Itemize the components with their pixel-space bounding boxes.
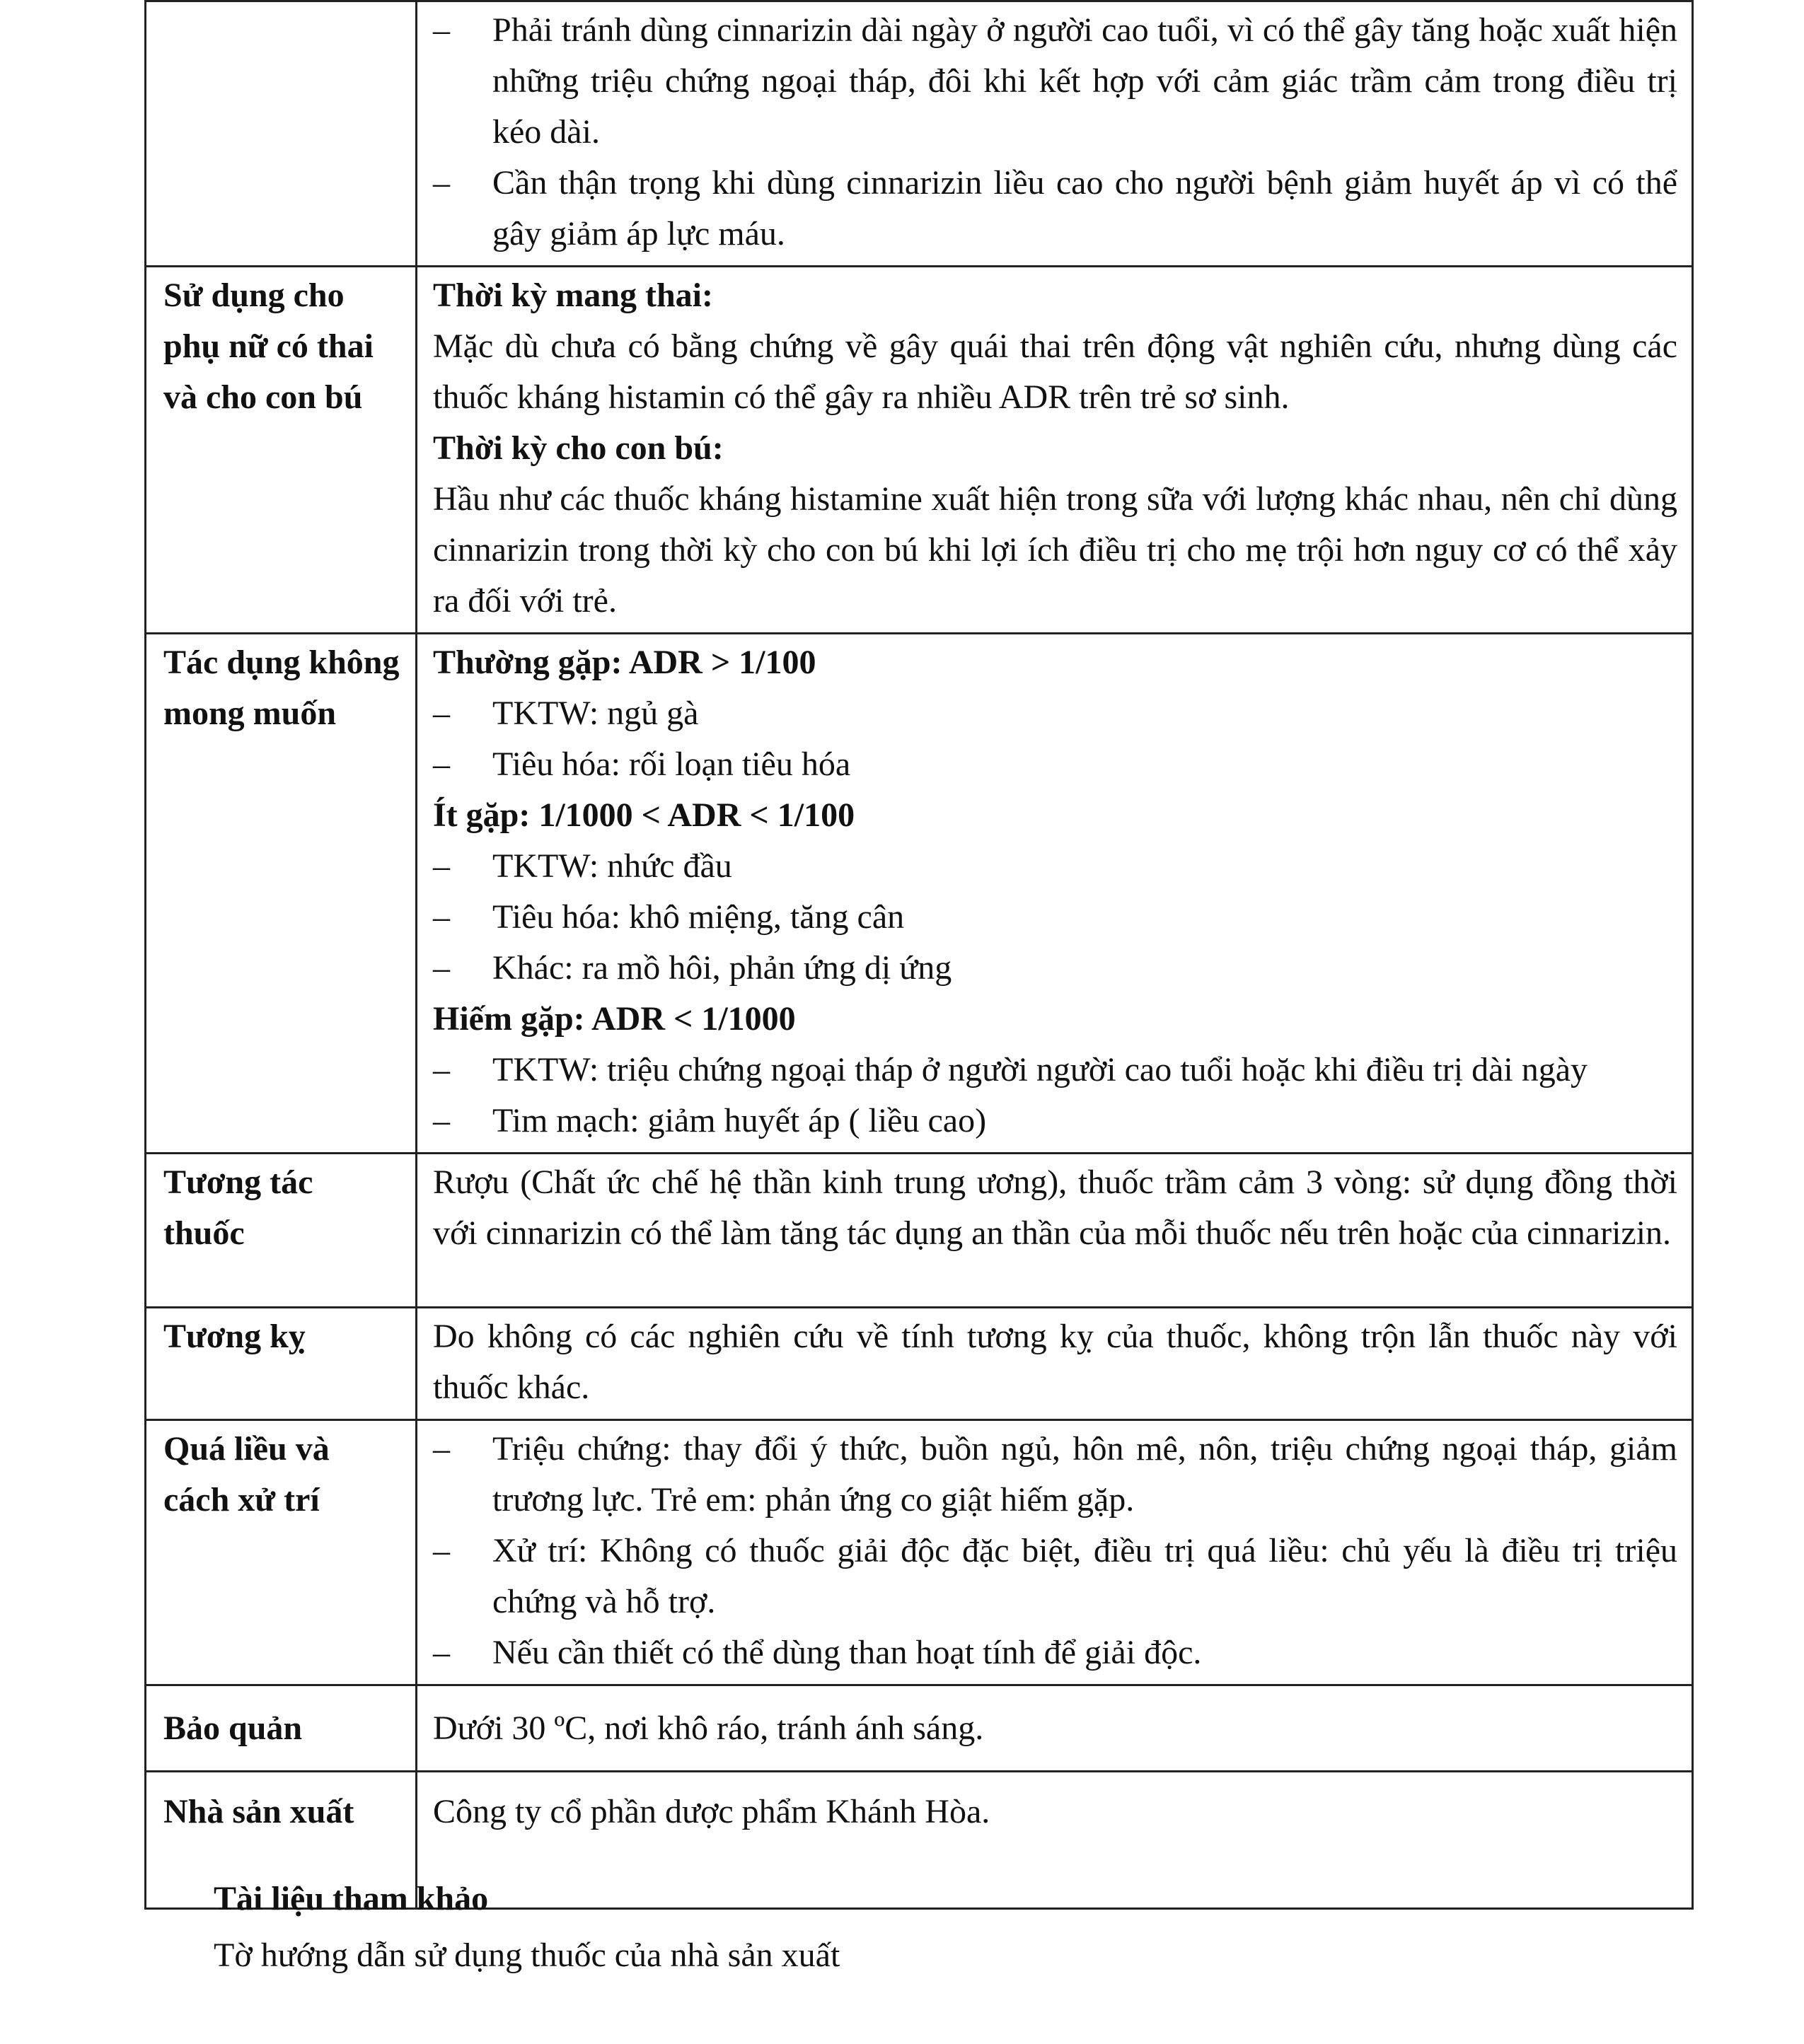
row-content-overdose <box>417 1420 1693 1685</box>
pregnancy-heading: Thời kỳ mang thai: <box>433 277 713 314</box>
rare-heading: Hiếm gặp: ADR < 1/1000 <box>433 1000 796 1038</box>
list-item: – Nếu cần thiết có thể dùng than hoạt tính để giải độc. <box>433 1627 1677 1678</box>
dash-bullet: – <box>433 1102 450 1139</box>
precautions-list <box>433 5 1677 260</box>
list-item: – Tiêu hóa: khô miệng, tăng cân <box>433 892 1677 943</box>
list-item: – Triệu chứng: thay đổi ý thức, buồn ngủ, hôn mê, nôn, triệu chứng ngoại tháp, giảm trương lực. Trẻ em: phản ứng co giật hiếm gặp. <box>433 1424 1677 1526</box>
pregnancy-text: Mặc dù chưa có bằng chứng về gây quái thai trên động vật nghiên cứu, nhưng dùng các thuốc kháng histamin có thể gây ra nhiều ADR trên trẻ sơ sinh. <box>433 327 1677 416</box>
row-label-manufacturer: Nhà sản xuất <box>146 1772 417 1909</box>
dash-bullet: – <box>433 847 450 885</box>
list-item: – Tiêu hóa: rối loạn tiêu hóa <box>433 739 1677 790</box>
dash-bullet: – <box>433 1532 450 1569</box>
table-row-pregnancy <box>146 267 1693 634</box>
row-content-manufacturer: Công ty cổ phần dược phẩm Khánh Hòa. <box>417 1772 1693 1909</box>
row-label-storage: Bảo quản <box>146 1685 417 1772</box>
row-label-adverse-effects: Tác dụng không mong muốn <box>146 634 417 1154</box>
dash-bullet: – <box>433 695 450 732</box>
row-content-pregnancy <box>417 267 1693 634</box>
dash-bullet: – <box>433 1430 450 1468</box>
table-row-storage <box>146 1685 1693 1772</box>
row-content-storage: Dưới 30 ºC, nơi khô ráo, tránh ánh sáng. <box>417 1685 1693 1772</box>
references-section <box>214 1871 840 1984</box>
list-item: – Khác: ra mồ hôi, phản ứng dị ứng <box>433 943 1677 994</box>
list-item: – TKTW: ngủ gà <box>433 688 1677 739</box>
uncommon-list <box>433 841 1677 994</box>
table-row-overdose <box>146 1420 1693 1685</box>
dash-bullet: – <box>433 745 450 783</box>
row-content-interactions: Rượu (Chất ức chế hệ thần kinh trung ương), thuốc trầm cảm 3 vòng: sử dụng đồng thời với cinnarizin có thể làm tăng tác dụng an thần của mỗi thuốc nếu trên hoặc của cinnarizin. <box>417 1154 1693 1308</box>
list-item: – TKTW: triệu chứng ngoại tháp ở người người cao tuổi hoặc khi điều trị dài ngày <box>433 1045 1677 1096</box>
breastfeeding-text: Hầu như các thuốc kháng histamine xuất hiện trong sữa với lượng khác nhau, nên chỉ dùng cinnarizin trong thời kỳ cho con bú khi lợi ích điều trị cho mẹ trội hơn nguy cơ có thể xảy ra đối với trẻ. <box>433 480 1677 620</box>
row-content-precautions <box>417 1 1693 267</box>
row-content-adverse-effects <box>417 634 1693 1154</box>
table-row-adverse-effects <box>146 634 1693 1154</box>
references-title: Tài liệu tham khảo <box>214 1880 489 1917</box>
dash-bullet: – <box>433 11 450 49</box>
uncommon-heading: Ít gặp: 1/1000 < ADR < 1/100 <box>433 796 855 834</box>
row-label-empty <box>146 1 417 267</box>
overdose-list <box>433 1424 1677 1678</box>
references-text: Tờ hướng dẫn sử dụng thuốc của nhà sản xuất <box>214 1936 840 1974</box>
table-row-interactions <box>146 1154 1693 1308</box>
row-label-pregnancy: Sử dụng cho phụ nữ có thai và cho con bú <box>146 267 417 634</box>
row-content-incompatibility: Do không có các nghiên cứu về tính tương kỵ của thuốc, không trộn lẫn thuốc này với thuốc khác. <box>417 1308 1693 1420</box>
table-row-precautions <box>146 1 1693 267</box>
dash-bullet: – <box>433 1634 450 1671</box>
list-item: – Xử trí: Không có thuốc giải độc đặc biệt, điều trị quá liều: chủ yếu là điều trị triệu chứng và hỗ trợ. <box>433 1526 1677 1627</box>
table-row-incompatibility <box>146 1308 1693 1420</box>
dash-bullet: – <box>433 898 450 936</box>
common-heading: Thường gặp: ADR > 1/100 <box>433 644 816 681</box>
dash-bullet: – <box>433 1051 450 1088</box>
list-item: – Cần thận trọng khi dùng cinnarizin liều cao cho người bệnh giảm huyết áp vì có thể gây giảm áp lực máu. <box>433 158 1677 260</box>
breastfeeding-heading: Thời kỳ cho con bú: <box>433 429 724 467</box>
list-item: – Phải tránh dùng cinnarizin dài ngày ở người cao tuổi, vì có thể gây tăng hoặc xuất hiện những triệu chứng ngoại tháp, đôi khi kết hợp với cảm giác trầm cảm trong điều trị kéo dài. <box>433 5 1677 158</box>
drug-info-table <box>144 0 1694 1910</box>
row-label-overdose: Quá liều và cách xử trí <box>146 1420 417 1685</box>
row-label-incompatibility: Tương kỵ <box>146 1308 417 1420</box>
rare-list <box>433 1045 1677 1146</box>
dash-bullet: – <box>433 949 450 987</box>
common-list <box>433 688 1677 790</box>
list-item: – Tim mạch: giảm huyết áp ( liều cao) <box>433 1096 1677 1146</box>
list-item: – TKTW: nhức đầu <box>433 841 1677 892</box>
dash-bullet: – <box>433 164 450 202</box>
row-label-interactions: Tương tác thuốc <box>146 1154 417 1308</box>
